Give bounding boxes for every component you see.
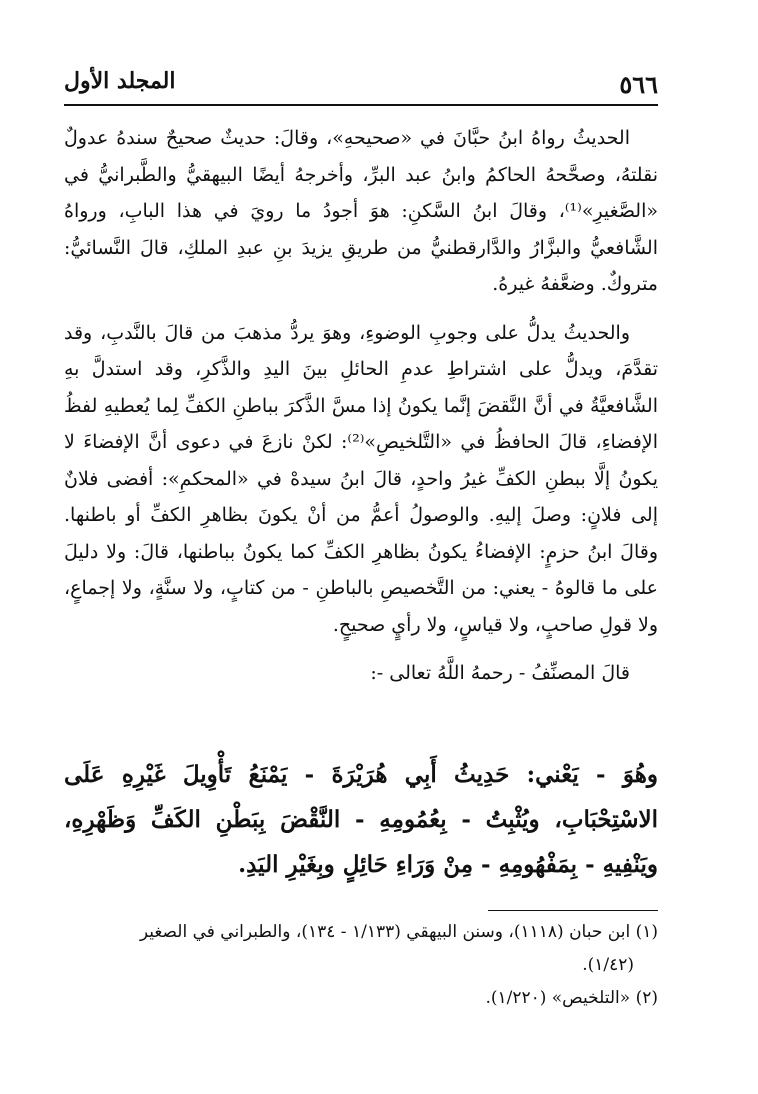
paragraph-legal-discussion: والحديثُ يدلُّ على وجوبِ الوضوءِ، وهوَ يردُّ مذهبَ من قالَ بالنَّدبِ، وقد تقدَّمَ، ويدلُّ على اشتراطِ عدمِ الحائلِ بينَ اليدِ والذَّكرِ، وقد استدلَّ بهِ الشَّافعيَّةُ في أنَّ النَّقضَ إنَّما يكونُ إذا مسَّ الذَّكرَ بباطنِ الكفِّ لِما يُعطيهِ لفظُ الإفضاءِ، قالَ الحافظُ في «التَّلخيصِ»⁽²⁾: لكنْ نازعَ في دعوى أنَّ الإفضاءَ لا يكونُ إلَّا ببطنِ الكفِّ غيرُ واحدٍ، قالَ ابنُ سيدهْ في «المحكمِ»: أفضى فلانٌ إلى فلانٍ: وصلَ إليهِ. والوصولُ أعمُّ من أنْ يكونَ بظاهرِ الكفِّ أو باطنها. وقالَ ابنُ حزمٍ: الإفضاءُ يكونُ بظاهرِ الكفِّ كما يكونُ بباطنها، قالَ: ولا دليلَ على ما قالوهُ - يعني: من التَّخصيصِ بالباطنِ - من كتابٍ، ولا سنَّةٍ، ولا إجماعٍ، ولا قولِ صاحبٍ، ولا قياسٍ، ولا رأيٍ صحيحٍ. [64,321,658,636]
footnotes [64,916,658,1015]
footnote-1: (١) ابن حبان (١١١٨)، وسنن البيهقي (١/١٣٣ - ١٣٤)، والطبراني في الصغير [139,922,658,942]
volume-title: المجلد الأول [64,68,176,94]
footnote-2: (٢) «التلخيص» (١/٢٢٠). [485,988,658,1008]
commentary-text [64,120,658,704]
matn-paragraph: وهُوَ - يَعْني: حَدِيثُ أَبِي هُرَيْرَةَ - يَمْنَعُ تَأْوِيلَ غَيْرِهِ عَلَى الاسْتِحْبَابِ، ويُثْبِتُ - بِعُمُومِهِ - النَّقْضَ بِبَطْنِ الكَفِّ وَظَهْرِهِ، ويَنْفِيهِ - بِمَفْهُومِهِ - مِنْ وَرَاءِ حَائِلٍ وبِغَيْرِ اليَدِ. [64,761,658,878]
page-header [64,64,658,100]
matn-text [64,752,658,887]
header-divider [64,104,658,106]
paragraph-author-intro: قالَ المصنِّفُ - رحمهُ اللَّهُ تعالى -: [370,662,630,684]
footnote-divider [488,910,658,911]
page-number: ٥٦٦ [619,70,658,99]
footnote-1-continuation: (١/٤٢). [582,955,634,975]
paragraph-hadith-sources: الحديثُ رواهُ ابنُ حبَّانَ في «صحيحهِ»، وقالَ: حديثٌ صحيحٌ سندهُ عدولٌ نقلتهُ، وصحَّحهُ الحاكمُ وابنُ عبد البرِّ، وأخرجهُ أيضًا البيهقيُّ والطَّبرانيُّ في «الصَّغيرِ»⁽¹⁾، وقالَ ابنُ السَّكنِ: هوَ أجودُ ما رويَ في هذا البابِ، ورواهُ الشَّافعيُّ والبزَّارُ والدَّارقطنيُّ من طريقِ يزيدَ بنِ عبدِ الملكِ، قالَ النَّسائيُّ: متروكٌ. وضعَّفهُ غيرهُ. [64,127,658,295]
